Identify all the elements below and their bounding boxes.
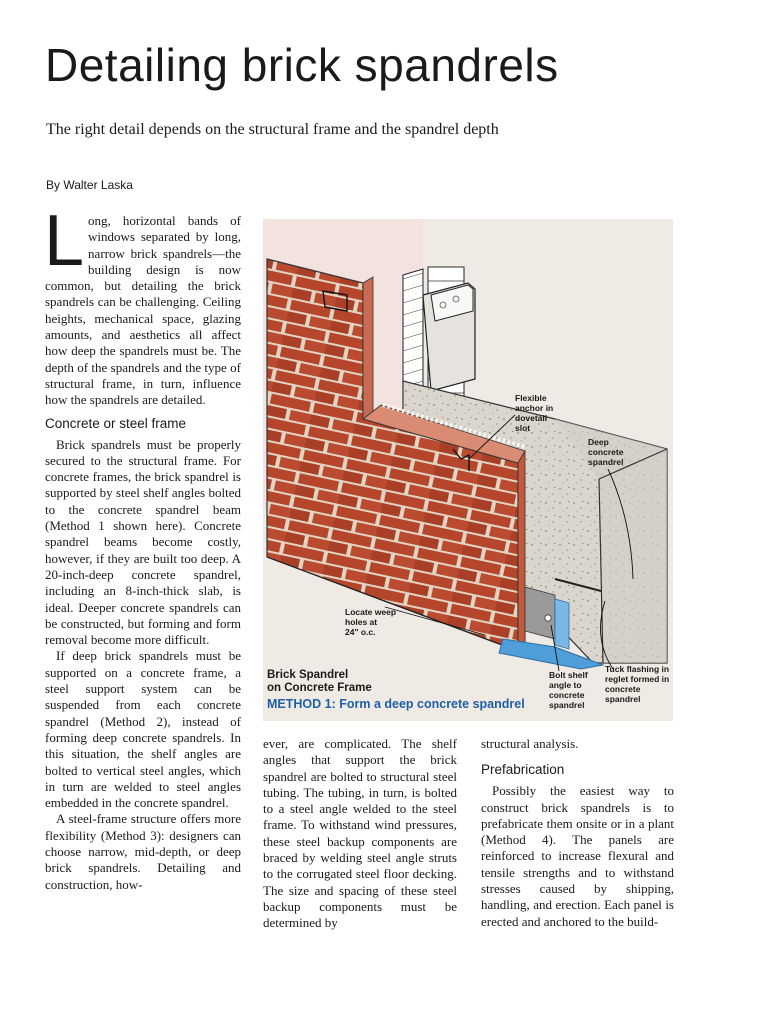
article-subtitle: The right detail depends on the structural frame and the spandrel depth xyxy=(46,121,499,138)
callout-weep-line-2: holes at xyxy=(345,617,378,627)
callout-flashing-line-2: reglet formed in xyxy=(605,674,670,684)
method-label: METHOD 1: Form a deep concrete spandrel xyxy=(267,697,525,711)
intro-paragraph xyxy=(44,201,241,409)
callout-anchor-line-2: anchor in xyxy=(515,403,554,413)
callout-weep-line-3: 24" o.c. xyxy=(345,627,376,637)
paragraph-concrete-frames: Brick spandrels must be properly secured to the structural frame. For concrete frames, the brick spandrel is supported by steel shelf angles bolted to the concrete spandrel beam (Method 1 shown here). Concrete spandrel beams become costly, however, if they are built too deep. A 20-inch-deep concrete spandrel, including an 8-inch-thick slab, is ideal. Deeper concrete spandrels can be constructed, but forming and form removal become more difficult. xyxy=(45,436,241,648)
text-column-2 xyxy=(263,736,457,932)
paragraph-deep-spandrels: If deep brick spandrels must be supported on a concrete frame, a steel support system can be suspended from each concrete spandrel (Method 2), instead of forming deep concrete spandrels. In this situation, the shelf angles are bolted to vertical steel angles, which in turn are welded to steel angles embedded in the concrete spandrel. xyxy=(45,648,241,811)
paragraph-prefabrication: Possibly the easiest way to construct brick spandrels is to prefabricate them onsite or in a plant (Method 4). The panels are reinforced to increase flexural and tensile strengths and to withstand stresses caused by shipping, handling, and erection. Each panel is erected and anchored to the build- xyxy=(481,783,674,929)
section-heading-prefabrication: Prefabrication xyxy=(481,762,565,778)
callout-weep-holes xyxy=(345,607,396,637)
callout-weep-line-1: Locate weep xyxy=(345,607,397,617)
callout-tuck-flashing xyxy=(605,664,673,704)
paragraph-steel-frame: A steel-frame structure offers more flexibility (Method 3): designers can choose narrow, mid-depth, or deep brick spandrels. Detailing and construction, how- xyxy=(45,811,241,892)
callout-bolt-line-3: concrete xyxy=(549,690,585,700)
text-column-1 xyxy=(44,201,241,893)
callout-flashing-line-1: Tuck flashing in xyxy=(605,664,670,674)
callout-deep-line-1: Deep xyxy=(588,437,609,447)
callout-anchor-line-4: slot xyxy=(515,423,531,433)
paragraph-steel-frame-cont: ever, are complicated. The shelf angles that support the brick spandrel are bolted to structural steel tubing. The tubing, in turn, is bolted to a steel angle welded to the steel frame. To withstand wind pressures, these steel backup components are braced by welding steel angle struts to the corrugated steel floor decking. The size and spacing of these steel backup components must be determined by xyxy=(263,736,457,931)
figure-caption xyxy=(267,669,525,711)
callout-deep-spandrel xyxy=(588,437,623,467)
intro-text: ong, horizontal bands of windows separated by long, narrow brick spandrels—the building design is now common, but detailing the brick spandrels can be challenging. Ceiling heights, mechanical space, glazing amounts, and aesthetics all affect how deep the spandrels must be. The depth of the spandrels and the type of structural frame, in turn, influence how the spandrels are detailed. xyxy=(45,213,241,408)
callout-anchor-line-1: Flexible xyxy=(515,393,547,403)
text-column-3 xyxy=(481,736,674,930)
callout-deep-line-2: concrete xyxy=(588,447,624,457)
drop-cap: L xyxy=(44,201,85,281)
caption-line-1: Brick Spandrel xyxy=(267,669,349,681)
spandrel-illustration xyxy=(263,219,673,721)
callout-bolt-line-4: spandrel xyxy=(549,700,585,710)
byline: By Walter Laska xyxy=(46,178,133,192)
callout-anchor-line-3: dovetail xyxy=(515,413,548,423)
callout-deep-line-3: spandrel xyxy=(588,457,624,467)
callout-bolt-shelf-angle xyxy=(549,670,588,710)
section-heading-concrete-steel: Concrete or steel frame xyxy=(45,415,187,431)
article-title: Detailing brick spandrels xyxy=(45,39,559,91)
callout-flashing-line-3: concrete spandrel xyxy=(605,684,641,704)
callout-bolt-line-1: Bolt shelf xyxy=(549,670,588,680)
callout-bolt-line-2: angle to xyxy=(549,680,582,690)
paragraph-structural-analysis: structural analysis. xyxy=(481,736,579,751)
caption-line-2: on Concrete Frame xyxy=(267,682,372,694)
callout-flexible-anchor xyxy=(515,393,553,433)
spandrel-drawing xyxy=(263,219,673,721)
